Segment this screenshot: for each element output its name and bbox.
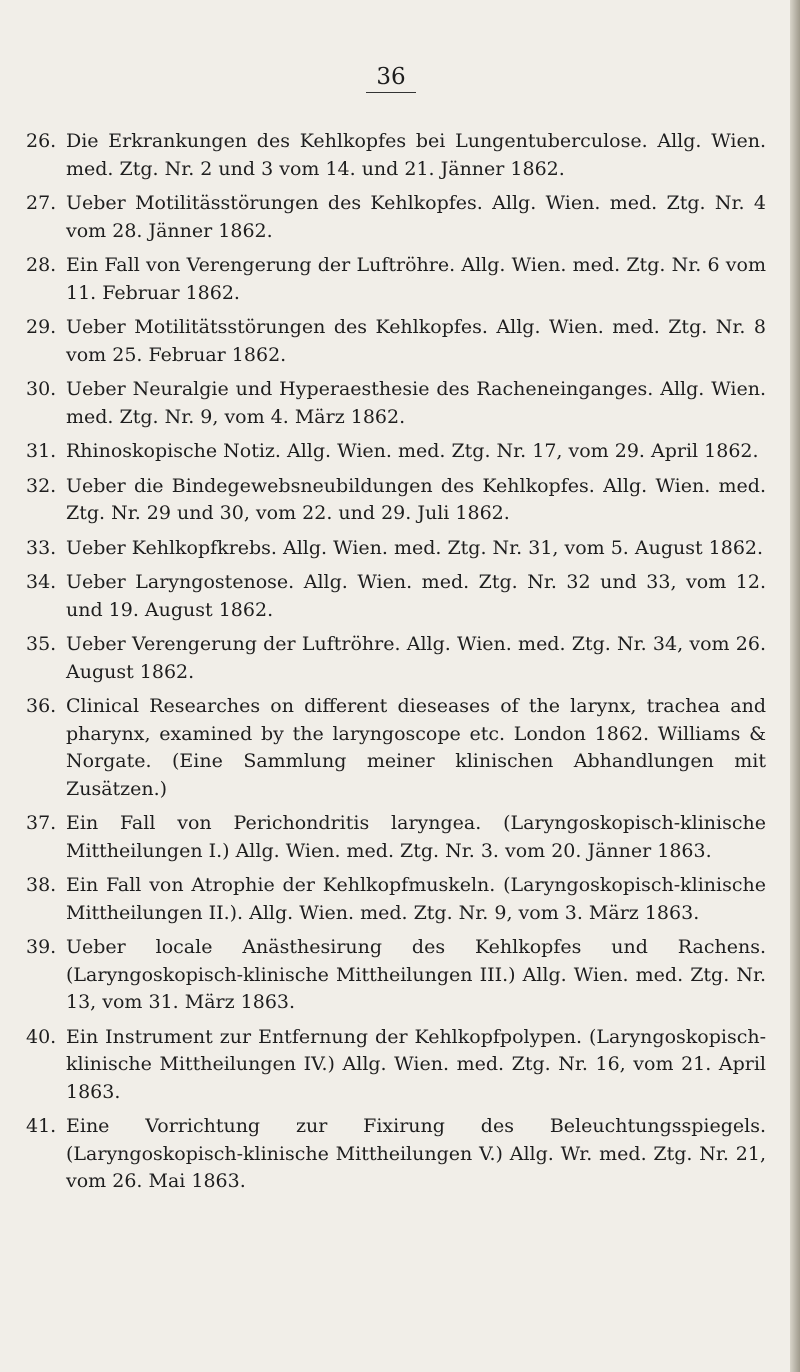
entry-text: Ein Fall von Atrophie der Kehlkopfmuskeln. (Laryngoskopisch-klinische Mittheilungen II.). Allg. Wien. med. Ztg. Nr. 9, vom 3. März 1863. — [66, 874, 766, 924]
entry-text: Ein Instrument zur Entfernung der Kehlkopfpolypen. (Laryngoskopisch-klinische Mittheilungen IV.) Allg. Wien. med. Ztg. Nr. 16, vom 21. April 1863. — [66, 1025, 766, 1103]
entry-number: 39. — [26, 936, 57, 958]
entry-number: 30. — [26, 378, 57, 400]
entry-text: Eine Vorrichtung zur Fixirung des Beleuchtungsspiegels. (Laryngoskopisch-klinische Mittheilungen V.) Allg. Wr. med. Ztg. Nr. 21, vom 26. Mai 1863. — [66, 1115, 766, 1192]
entry-text: Ueber Motilitässtörungen des Kehlkopfes. Allg. Wien. med. Ztg. Nr. 4 vom 28. Jänner 1862. — [66, 192, 766, 242]
list-item — [26, 128, 766, 183]
entry-text: Ein Fall von Perichondritis laryngea. (Laryngoskopisch-klinische Mittheilungen I.) Allg. Wien. med. Ztg. Nr. 3. vom 20. Jänner 1863. — [66, 812, 766, 862]
list-item — [26, 438, 766, 466]
list-item — [26, 631, 766, 686]
entry-number: 26. — [26, 130, 57, 152]
list-item — [26, 810, 766, 865]
entry-number: 28. — [26, 254, 57, 276]
entry-number: 37. — [26, 812, 57, 834]
list-item — [26, 535, 766, 563]
list-item — [26, 190, 766, 245]
list-item — [26, 252, 766, 307]
entry-number: 31. — [26, 440, 57, 462]
page-edge-shadow — [790, 0, 800, 1372]
entry-number: 40. — [26, 1025, 57, 1048]
entry-number: 33. — [26, 536, 57, 559]
entry-text: Ein Fall von Verengerung der Luftröhre. Allg. Wien. med. Ztg. Nr. 6 vom 11. Februar 1862. — [66, 254, 766, 304]
page-number: 36 — [366, 64, 416, 93]
entry-number: 38. — [26, 874, 57, 896]
list-item — [26, 1024, 766, 1107]
list-item — [26, 569, 766, 624]
entry-text: Die Erkrankungen des Kehlkopfes bei Lungentuberculose. Allg. Wien. med. Ztg. Nr. 2 und 3 vom 14. und 21. Jänner 1862. — [66, 130, 766, 180]
entry-number: 32. — [26, 474, 57, 497]
list-item — [26, 314, 766, 369]
list-item — [26, 934, 766, 1017]
entry-number: 35. — [26, 633, 57, 655]
list-item — [26, 1113, 766, 1196]
entry-text: Ueber Kehlkopfkrebs. Allg. Wien. med. Ztg. Nr. 31, vom 5. August 1862. — [66, 536, 764, 559]
entry-text: Ueber die Bindegewebsneubildungen des Kehlkopfes. Allg. Wien. med. Ztg. Nr. 29 und 30, vom 22. und 29. Juli 1862. — [66, 474, 766, 524]
entry-number: 29. — [26, 316, 57, 338]
entry-number: 41. — [26, 1115, 57, 1137]
list-item — [26, 376, 766, 431]
entry-text: Ueber Motilitätsstörungen des Kehlkopfes. Allg. Wien. med. Ztg. Nr. 8 vom 25. Februar 1862. — [66, 316, 766, 366]
entry-number: 27. — [26, 192, 57, 214]
entry-number: 36. — [26, 695, 57, 717]
bibliography-list — [26, 128, 766, 1203]
list-item — [26, 473, 766, 528]
entry-text: Rhinoskopische Notiz. Allg. Wien. med. Ztg. Nr. 17, vom 29. April 1862. — [66, 440, 759, 462]
entry-text: Ueber Verengerung der Luftröhre. Allg. Wien. med. Ztg. Nr. 34, vom 26. August 1862. — [66, 633, 766, 683]
entry-number: 34. — [26, 571, 57, 593]
entry-text: Ueber Neuralgie und Hyperaesthesie des Racheneinganges. Allg. Wien. med. Ztg. Nr. 9, vom 4. März 1862. — [66, 378, 766, 428]
entry-text: Clinical Researches on different dieseases of the larynx, trachea and pharynx, examined by the laryngoscope etc. London 1862. Williams & Norgate. (Eine Sammlung meiner klinischen Abhandlungen mit Zusätzen.) — [66, 695, 766, 800]
entry-text: Ueber Laryngostenose. Allg. Wien. med. Ztg. Nr. 32 und 33, vom 12. und 19. August 1862. — [66, 571, 766, 621]
list-item — [26, 693, 766, 803]
list-item — [26, 872, 766, 927]
entry-text: Ueber locale Anästhesirung des Kehlkopfes und Rachens. (Laryngoskopisch-klinische Mittheilungen III.) Allg. Wien. med. Ztg. Nr. 13, vom 31. März 1863. — [66, 936, 766, 1013]
